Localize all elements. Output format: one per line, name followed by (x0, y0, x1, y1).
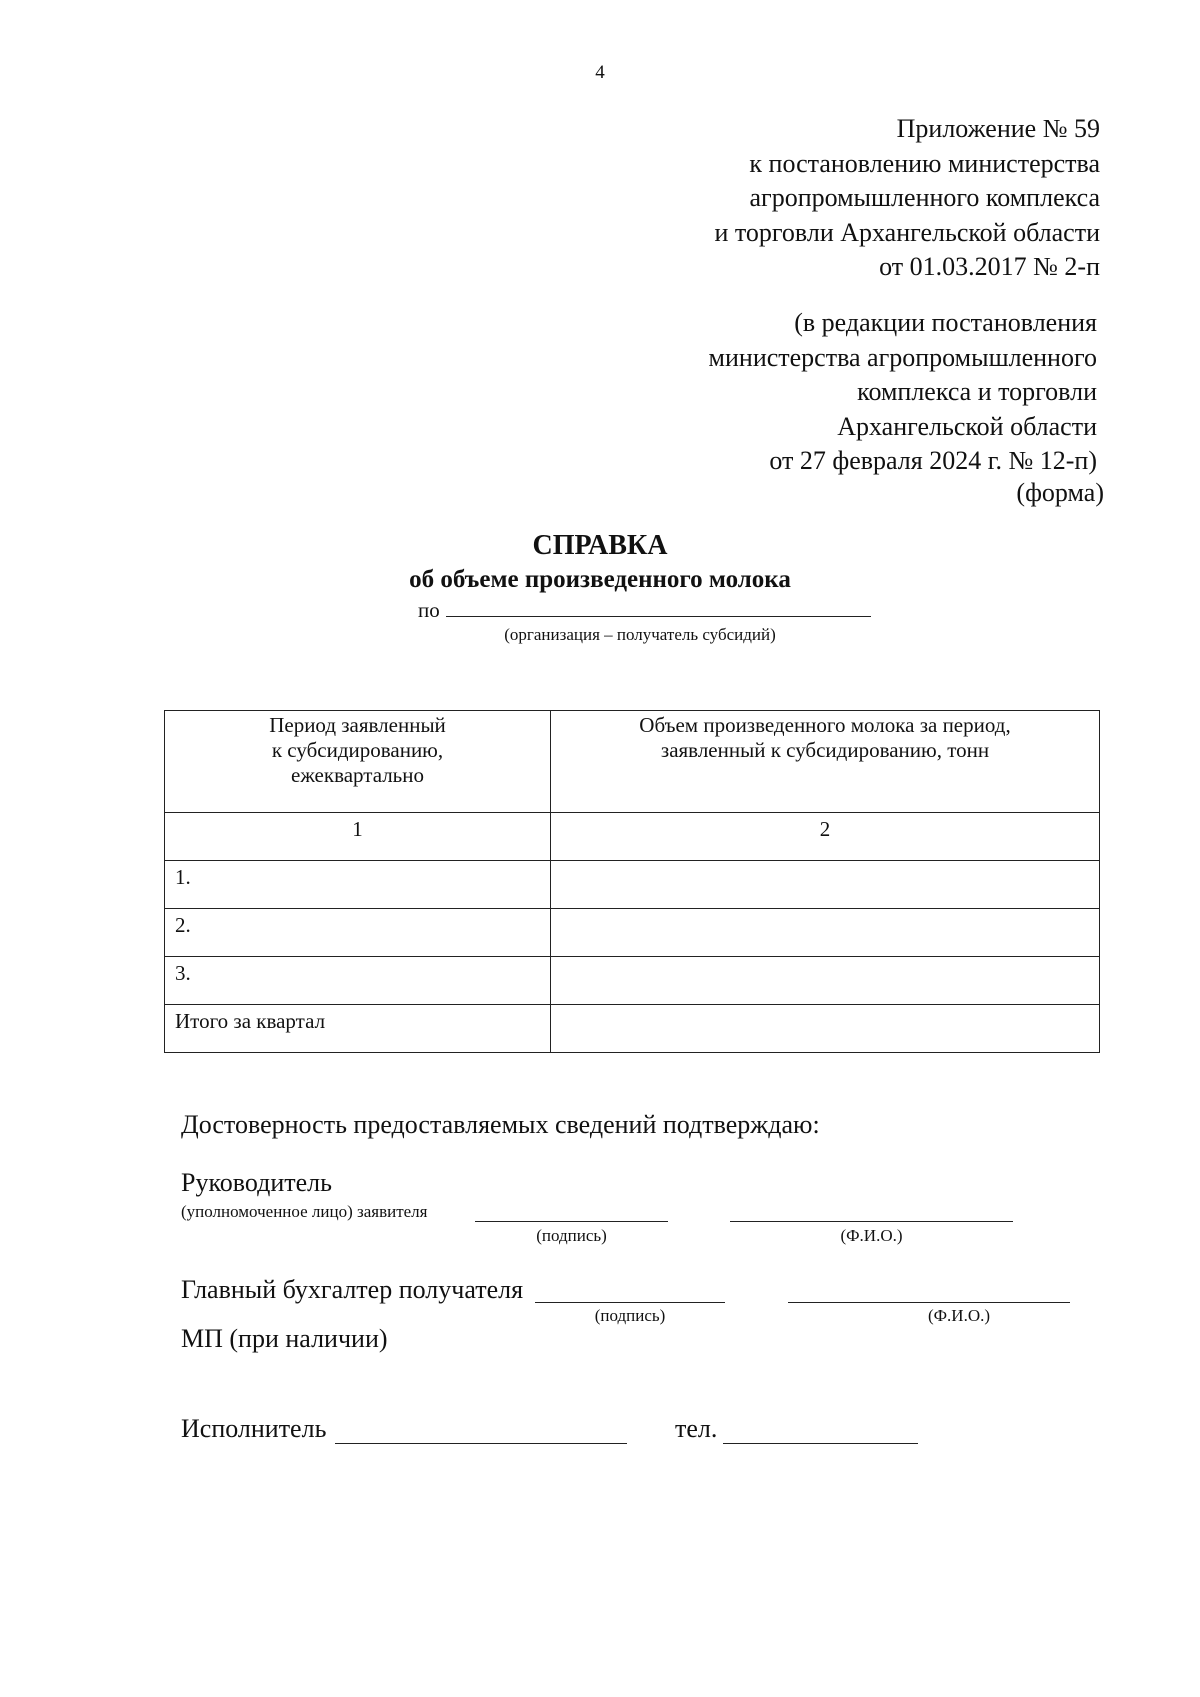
document-title: СПРАВКА (532, 530, 668, 561)
row-label: 1. (165, 861, 551, 909)
executor-line[interactable] (335, 1443, 627, 1444)
organization-line (418, 598, 871, 623)
header-line: заявленный к субсидированию, тонн (660, 738, 990, 762)
seal-note: МП (при наличии) (181, 1324, 388, 1353)
column-number-row (165, 813, 1100, 861)
edition-line: от 27 февраля 2024 г. № 12-п) (769, 446, 1097, 475)
row-label: 3. (165, 957, 551, 1005)
edition-line: министерства агропромышленного (708, 342, 1097, 372)
executor-label: Исполнитель (181, 1414, 327, 1443)
appendix-block (400, 112, 1100, 285)
header-line: ежеквартально (291, 763, 424, 787)
header-line: Объем произведенного молока за период, (639, 713, 1011, 737)
appendix-line: и торговли Архангельской области (714, 217, 1100, 247)
head-signature-line[interactable] (475, 1221, 668, 1222)
header-line: к субсидированию, (271, 738, 444, 762)
volume-cell[interactable] (551, 1005, 1100, 1053)
column-number: 2 (551, 813, 1100, 861)
edition-line: Архангельской области (837, 411, 1097, 441)
head-name-line[interactable] (730, 1221, 1013, 1222)
header-line: Период заявленный (269, 713, 446, 737)
appendix-line: от 01.03.2017 № 2-п (879, 252, 1100, 281)
head-title: Руководитель (181, 1168, 332, 1197)
column-number: 1 (165, 813, 551, 861)
head-name-caption: (Ф.И.О.) (840, 1226, 903, 1245)
accountant-name-line[interactable] (788, 1302, 1070, 1303)
organization-field[interactable] (446, 598, 871, 617)
volume-cell[interactable] (551, 957, 1100, 1005)
page-number: 4 (595, 62, 605, 83)
accountant-title: Главный бухгалтер получателя (181, 1275, 524, 1304)
accountant-signature-caption: (подпись) (594, 1306, 666, 1325)
document-subtitle: об объеме произведенного молока (409, 566, 791, 593)
table-row (165, 957, 1100, 1005)
header-volume (551, 711, 1100, 813)
header-period (165, 711, 551, 813)
accountant-signature-line[interactable] (535, 1302, 725, 1303)
table-row (165, 861, 1100, 909)
edition-block (397, 306, 1097, 479)
edition-line: (в редакции постановления (794, 308, 1097, 337)
organization-prefix: по (418, 598, 440, 622)
row-label: Итого за квартал (165, 1005, 551, 1053)
appendix-line: агропромышленного комплекса (749, 183, 1100, 212)
organization-caption: (организация – получатель субсидий) (504, 625, 776, 644)
volume-cell[interactable] (551, 909, 1100, 957)
head-subtitle: (уполномоченное лицо) заявителя (181, 1202, 428, 1221)
form-note: (форма) (1016, 478, 1104, 507)
table-row (165, 909, 1100, 957)
confirmation-text: Достоверность предоставляемых сведений подтверждаю: (181, 1110, 820, 1139)
phone-line[interactable] (723, 1443, 918, 1444)
edition-line: комплекса и торговли (857, 377, 1097, 406)
milk-volume-table (164, 710, 1100, 1053)
table-header-row (165, 711, 1100, 813)
appendix-line: к постановлению министерства (749, 148, 1100, 178)
table-row-total (165, 1005, 1100, 1053)
row-label: 2. (165, 909, 551, 957)
head-signature-caption: (подпись) (536, 1226, 607, 1245)
accountant-name-caption: (Ф.И.О.) (927, 1306, 991, 1325)
volume-cell[interactable] (551, 861, 1100, 909)
phone-label: тел. (675, 1414, 718, 1443)
appendix-line: Приложение № 59 (896, 114, 1100, 143)
